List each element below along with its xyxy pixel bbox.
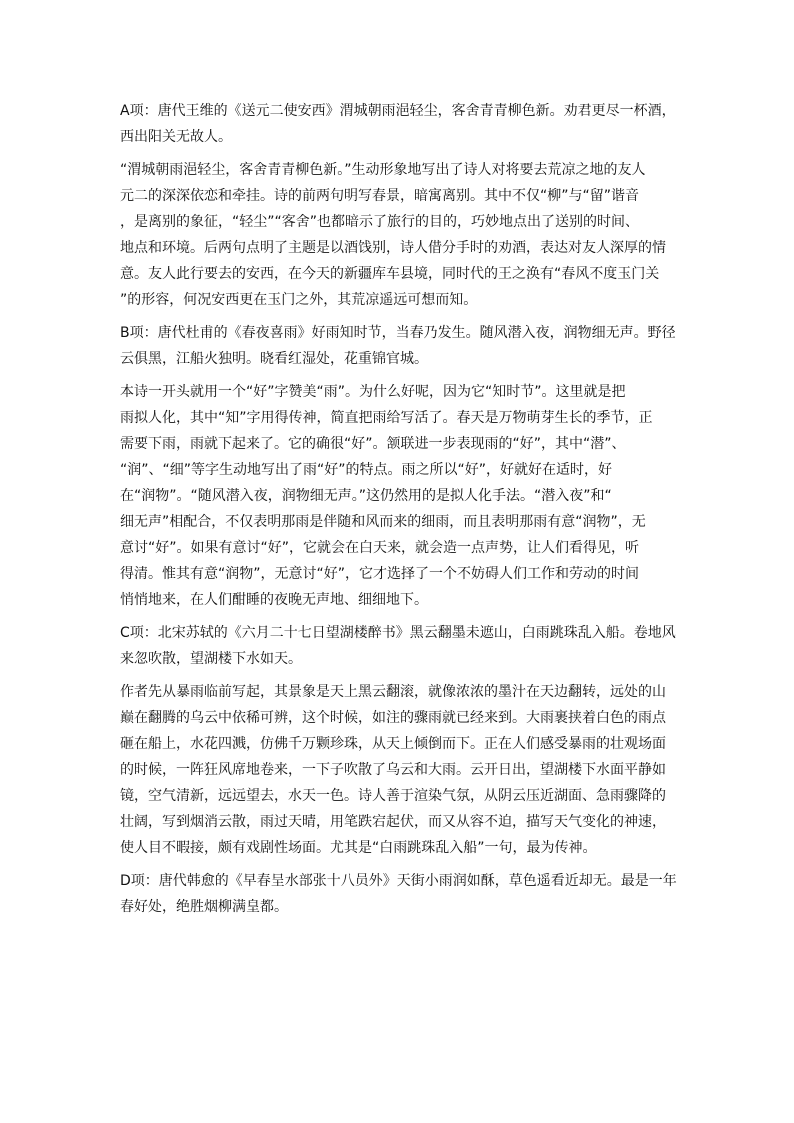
text-line: 西出阳关无故人。 — [120, 129, 232, 145]
text-line: 意。友人此行要去的安西，在今天的新疆库车县境，同时代的王之涣有“春风不度玉门关 — [120, 266, 660, 282]
text-line: 雨拟人化，其中“知”字用得传神，简直把雨给写活了。春天是万物萌芽生长的季节，正 — [120, 410, 653, 426]
text-line: 使人目不暇接，颇有戏剧性场面。尤其是“白雨跳珠乱入船”一句，最为传神。 — [120, 840, 597, 856]
text-line: C项：北宋苏轼的《六月二十七日望湖楼醉书》黑云翻墨未遮山，白雨跳珠乱入船。卷地风 — [120, 625, 676, 641]
text-line: B项：唐代杜甫的《春夜喜雨》好雨知时节，当春乃发生。随风潜入夜，润物细无声。野径 — [120, 325, 676, 341]
paragraph-a-poem — [120, 98, 680, 150]
paragraph-a-analysis — [120, 157, 680, 313]
text-line: “润”、“细”等字生动地写出了雨“好”的特点。雨之所以“好”，好就好在适时，好 — [120, 462, 613, 478]
text-line: 悄悄地来，在人们酣睡的夜晚无声地、细细地下。 — [120, 592, 428, 608]
paragraph-b-poem — [120, 320, 680, 372]
text-line: 砸在船上，水花四溅，仿佛千万颗珍珠，从天上倾倒而下。正在人们感受暴雨的壮观场面 — [120, 736, 666, 752]
text-line: 的时候，一阵狂风席地卷来，一下子吹散了乌云和大雨。云开日出，望湖楼下水面平静如 — [120, 762, 666, 778]
paragraph-c-poem — [120, 620, 680, 672]
paragraph-c-analysis — [120, 679, 680, 861]
text-line: 地点和环境。后两句点明了主题是以酒饯别，诗人借分手时的劝酒，表达对友人深厚的情 — [120, 240, 666, 256]
text-line: 作者先从暴雨临前写起，其景象是天上黑云翻滚，就像浓浓的墨汁在天边翻转，远处的山 — [120, 684, 666, 700]
paragraph-b-analysis — [120, 379, 680, 613]
paragraph-d-poem — [120, 868, 680, 920]
text-line: 本诗一开头就用一个“好”字赞美“雨”。为什么好呢，因为它“知时节”。这里就是把 — [120, 384, 626, 400]
text-line: 需要下雨，雨就下起来了。它的确很“好”。颔联进一步表现雨的“好”，其中“潜”、 — [120, 436, 626, 452]
text-line: ，是离别的象征，“轻尘”“客舍”也都暗示了旅行的目的，巧妙地点出了送别的时间、 — [120, 214, 640, 230]
text-line: 元二的深深依恋和牵挂。诗的前两句明写春景，暗寓离别。其中不仅“柳”与“留”谐音 — [120, 188, 640, 204]
text-line: 云俱黑，江船火独明。晓看红湿处，花重锦官城。 — [120, 351, 428, 367]
text-line: 得清。惟其有意“润物”，无意讨“好”，它才选择了一个不妨碍人们工作和劳动的时间 — [120, 566, 640, 582]
text-line: 镜，空气清新，远远望去，水天一色。诗人善于渲染气氛，从阴云压近湖面、急雨骤降的 — [120, 788, 666, 804]
document-page — [120, 98, 680, 927]
text-line: 巅在翻腾的乌云中依稀可辨，这个时候，如注的骤雨就已经来到。大雨裹挟着白色的雨点 — [120, 710, 666, 726]
text-line: “渭城朝雨浥轻尘，客舍青青柳色新。”生动形象地写出了诗人对将要去荒凉之地的友人 — [120, 162, 646, 178]
text-line: 细无声”相配合，不仅表明那雨是伴随和风而来的细雨，而且表明那雨有意“润物”，无 — [120, 514, 646, 530]
text-line: 壮阔，写到烟消云散，雨过天晴，用笔跌宕起伏，而又从容不迫，描写天气变化的神速， — [120, 814, 666, 830]
text-line: ”的形容，何况安西更在玉门之外，其荒凉遥远可想而知。 — [120, 292, 478, 308]
text-line: D项：唐代韩愈的《早春呈水部张十八员外》天街小雨润如酥，草色遥看近却无。最是一年 — [120, 873, 677, 889]
text-line: 在“润物”。“随风潜入夜，润物细无声。”这仍然用的是拟人化手法。“潜入夜”和“ — [120, 488, 612, 504]
text-line: A项：唐代王维的《送元二使安西》渭城朝雨浥轻尘，客舍青青柳色新。劝君更尽一杯酒， — [120, 103, 676, 119]
text-line: 来忽吹散，望湖楼下水如天。 — [120, 651, 302, 667]
text-line: 春好处，绝胜烟柳满皇都。 — [120, 899, 288, 915]
text-line: 意讨“好”。如果有意讨“好”，它就会在白天来，就会造一点声势，让人们看得见，听 — [120, 540, 640, 556]
